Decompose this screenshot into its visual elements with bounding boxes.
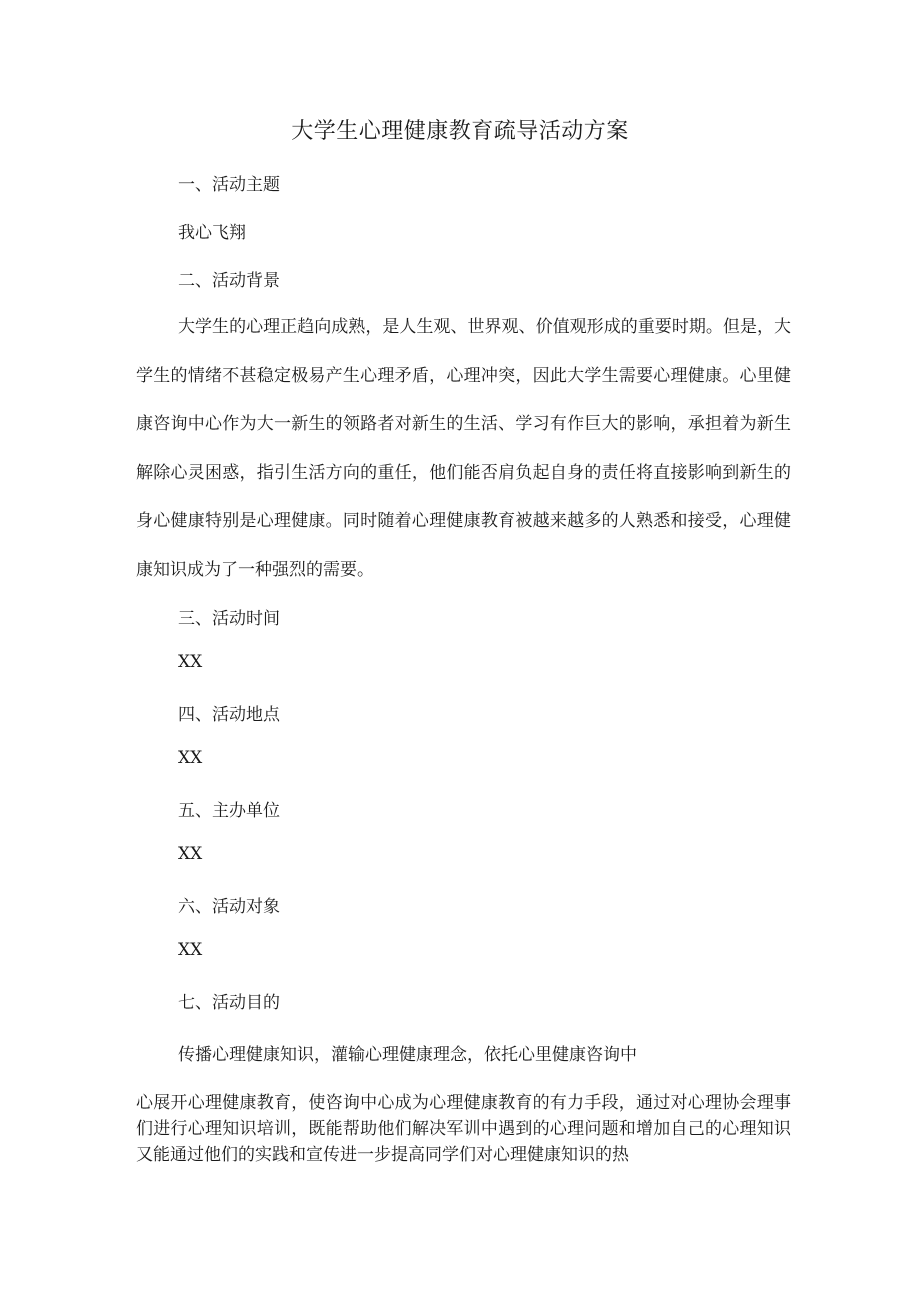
section-body-time: XX — [178, 652, 203, 672]
section-heading-organizer: 五、主办单位 — [178, 801, 280, 821]
section-body-background: 大学生的心理正趋向成熟，是人生观、世界观、价值观形成的重要时期。但是，大学生的情绪不甚稳定极易产生心理矛盾，心理冲突，因此大学生需要心理健康。心里健康咨询中心作为大一新生的领路者对新生的生活、学习有作巨大的影响，承担着为新生解除心灵困惑，指引生活方向的重任，他们能否肩负起自身的责任将直接影响到新生的身心健康特别是心理健康。同时随着心理健康教育被越来越多的人熟悉和接受，心理健康知识成为了一种强烈的需要。 — [136, 317, 791, 580]
document-title: 大学生心理健康教育疏导活动方案 — [291, 119, 629, 144]
section-heading-time: 三、活动时间 — [178, 609, 280, 629]
section-body-purpose-first-line: 传播心理健康知识，灌输心理健康理念，依托心里健康咨询中 — [178, 1045, 637, 1065]
section-body-purpose-continued: 心展开心理健康教育，使咨询中心成为心理健康教育的有力手段，通过对心理协会理事们进行心理知识培训，既能帮助他们解决军训中遇到的心理问题和增加自己的心理知识又能通过他们的实践和宣传进一步提高同学们对心理健康知识的热 — [136, 1093, 791, 1165]
section-heading-theme: 一、活动主题 — [178, 175, 280, 195]
section-heading-purpose: 七、活动目的 — [178, 993, 280, 1013]
section-body-location: XX — [178, 748, 203, 768]
section-heading-background: 二、活动背景 — [178, 271, 280, 291]
section-body-audience: XX — [178, 940, 203, 960]
section-heading-audience: 六、活动对象 — [178, 897, 280, 917]
section-heading-location: 四、活动地点 — [178, 705, 280, 725]
section-body-organizer: XX — [178, 844, 203, 864]
section-body-theme: 我心飞翔 — [178, 223, 246, 243]
